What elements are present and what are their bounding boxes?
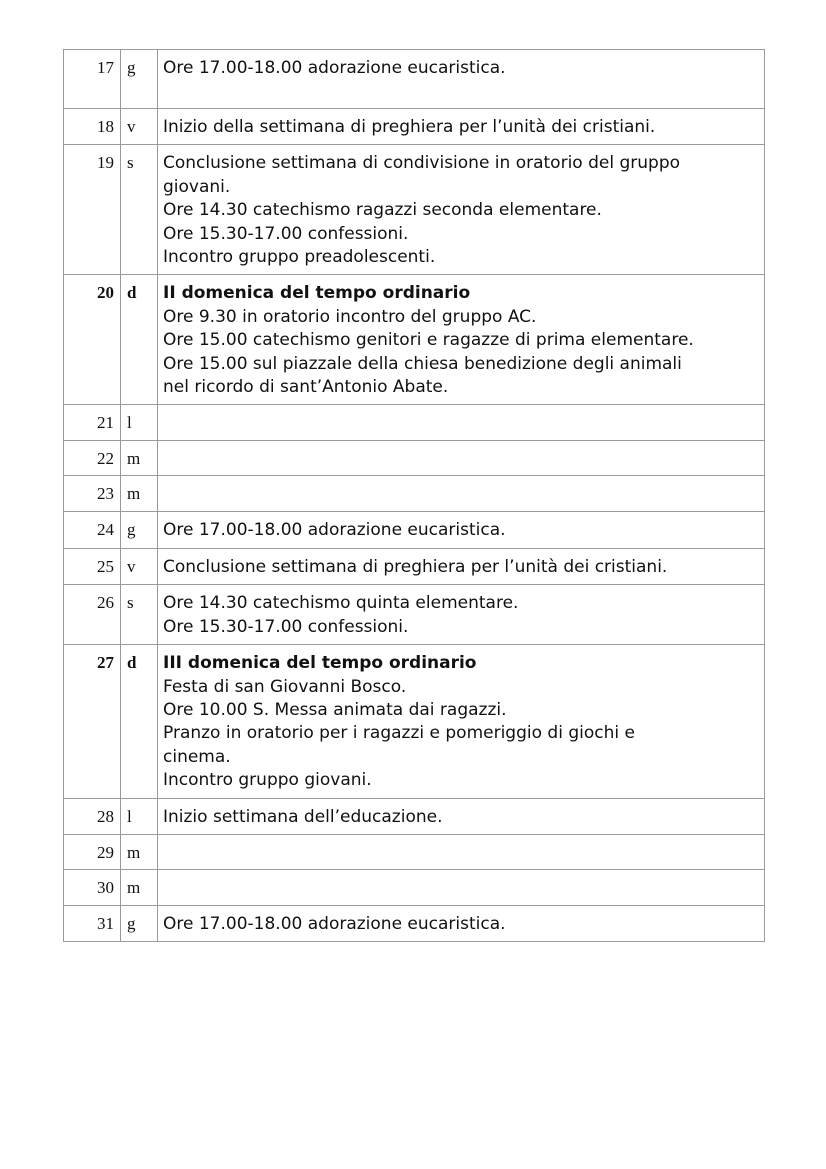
liturgical-title: III domenica del tempo ordinario [163, 653, 477, 674]
event-line: Ore 17.00-18.00 adorazione eucaristica. [163, 58, 506, 78]
event-cell [158, 869, 765, 905]
calendar-row [64, 109, 765, 145]
event-line: Ore 14.30 catechismo ragazzi seconda elementare. [163, 200, 602, 221]
calendar-row [64, 834, 765, 869]
liturgical-title: II domenica del tempo ordinario [163, 283, 471, 304]
weekday-letter: s [121, 145, 158, 275]
event-cell [158, 548, 765, 584]
weekday-letter: m [121, 476, 158, 512]
event-cell [158, 476, 765, 512]
event-line: Ore 17.00-18.00 adorazione eucaristica. [163, 520, 506, 541]
event-line: nel ricordo di sant’Antonio Abate. [163, 377, 449, 398]
event-cell [158, 512, 765, 548]
calendar-row [64, 476, 765, 512]
event-line: Incontro gruppo preadolescenti. [163, 247, 436, 268]
day-number: 22 [64, 441, 121, 476]
event-line: Incontro gruppo giovani. [163, 770, 372, 791]
weekday-letter: g [121, 905, 158, 941]
weekday-letter: l [121, 405, 158, 441]
event-line: giovani. [163, 176, 231, 197]
event-cell [158, 905, 765, 941]
calendar-row [64, 548, 765, 584]
event-line: Ore 15.00 catechismo genitori e ragazze di prima elementare. [163, 330, 694, 351]
calendar-row [64, 512, 765, 548]
weekday-letter: d [121, 275, 158, 405]
event-cell [158, 798, 765, 834]
event-cell [158, 585, 765, 645]
weekday-letter: m [121, 834, 158, 869]
event-cell [158, 275, 765, 405]
calendar-table [63, 49, 765, 942]
event-line: cinema. [163, 746, 231, 767]
calendar-row [64, 905, 765, 941]
event-cell [158, 441, 765, 476]
day-number: 26 [64, 585, 121, 645]
calendar-row [64, 145, 765, 275]
day-number: 18 [64, 109, 121, 145]
weekday-letter: l [121, 798, 158, 834]
event-line: Conclusione settimana di condivisione in oratorio del gruppo [163, 153, 681, 174]
event-cell [158, 405, 765, 441]
weekday-letter: d [121, 645, 158, 798]
event-line: Ore 15.30-17.00 confessioni. [163, 616, 409, 637]
event-line: Inizio settimana dell’educazione. [163, 806, 443, 827]
day-number: 30 [64, 869, 121, 905]
calendar-body [64, 50, 765, 942]
calendar-row [64, 869, 765, 905]
weekday-letter: s [121, 585, 158, 645]
day-number: 19 [64, 145, 121, 275]
day-number: 20 [64, 275, 121, 405]
day-number: 23 [64, 476, 121, 512]
weekday-letter: v [121, 109, 158, 145]
event-cell [158, 145, 765, 275]
event-line: Ore 15.30-17.00 confessioni. [163, 223, 409, 244]
calendar-row [64, 585, 765, 645]
event-line: Inizio della settimana di preghiera per l’unità dei cristiani. [163, 117, 656, 137]
event-cell [158, 50, 765, 109]
calendar-row [64, 405, 765, 441]
event-line: Pranzo in oratorio per i ragazzi e pomeriggio di giochi e [163, 723, 635, 744]
day-number: 25 [64, 548, 121, 584]
weekday-letter: g [121, 50, 158, 109]
event-cell [158, 109, 765, 145]
event-line: Ore 15.00 sul piazzale della chiesa benedizione degli animali [163, 353, 682, 374]
event-line: Festa di san Giovanni Bosco. [163, 676, 407, 697]
day-number: 21 [64, 405, 121, 441]
day-number: 17 [64, 50, 121, 109]
calendar-row [64, 275, 765, 405]
day-number: 29 [64, 834, 121, 869]
weekday-letter: v [121, 548, 158, 584]
event-line: Ore 10.00 S. Messa animata dai ragazzi. [163, 699, 507, 720]
day-number: 31 [64, 905, 121, 941]
weekday-letter: m [121, 869, 158, 905]
calendar-row [64, 798, 765, 834]
event-cell [158, 834, 765, 869]
event-cell [158, 645, 765, 798]
event-line: Ore 14.30 catechismo quinta elementare. [163, 593, 519, 614]
event-line: Ore 9.30 in oratorio incontro del gruppo AC. [163, 306, 537, 327]
weekday-letter: m [121, 441, 158, 476]
day-number: 27 [64, 645, 121, 798]
day-number: 28 [64, 798, 121, 834]
calendar-row [64, 645, 765, 798]
calendar-row [64, 441, 765, 476]
weekday-letter: g [121, 512, 158, 548]
event-line: Ore 17.00-18.00 adorazione eucaristica. [163, 913, 506, 934]
calendar-row [64, 50, 765, 109]
day-number: 24 [64, 512, 121, 548]
event-line: Conclusione settimana di preghiera per l’unità dei cristiani. [163, 556, 668, 577]
